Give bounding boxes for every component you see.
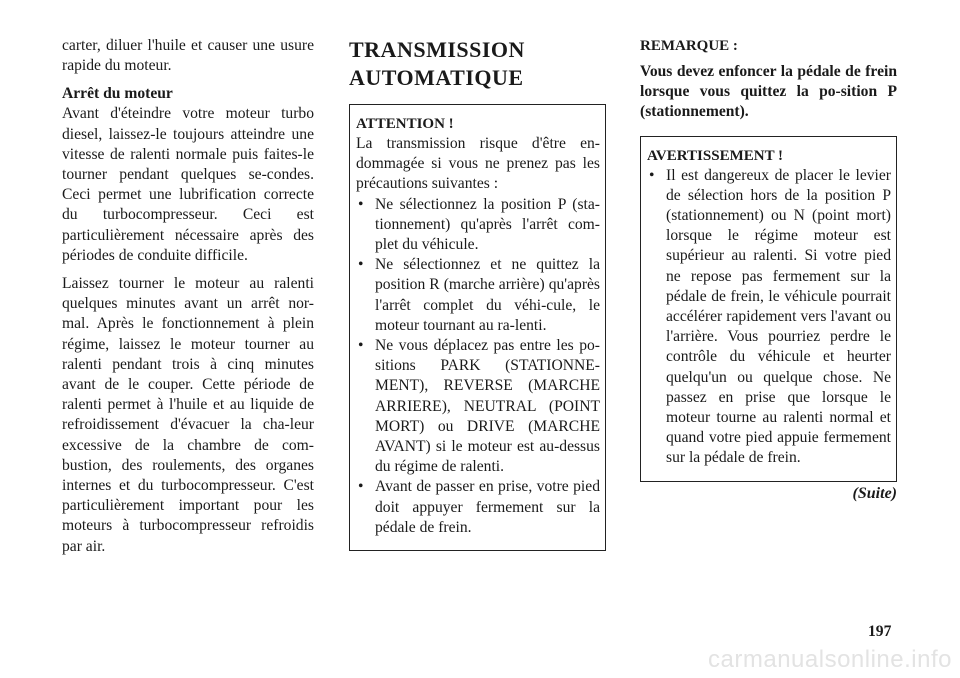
bullet-text: Ne vous déplacez pas entre les po-sitions PARK (STATIONNE-MENT), REVERSE (MARCHE ARRIERE), NEUTRAL (POINT MORT) ou DRIVE (MARCHE AVANT) si le moteur est au-dessus du régime de ralenti. xyxy=(375,337,600,476)
list-item xyxy=(356,477,600,538)
bullet-icon: • xyxy=(358,256,364,274)
bullet-text: Avant de passer en prise, votre pied doit appuyer fermement sur la pédale de frein. xyxy=(375,478,600,536)
middle-column xyxy=(349,36,606,551)
list-item xyxy=(647,166,891,469)
title-line-1: TRANSMISSION xyxy=(349,37,525,62)
section-heading-arret-moteur: Arrêt du moteur xyxy=(62,85,173,103)
list-item xyxy=(356,255,600,336)
page-number: 197 xyxy=(868,623,892,640)
bullet-icon: • xyxy=(358,195,364,213)
bullet-icon: • xyxy=(358,478,364,496)
attention-box xyxy=(349,104,606,551)
paragraph-arret-2: Laissez tourner le moteur au ralenti quelques minutes avant un arrêt nor-mal. Après le fonctionnement à plein régime, laissez le moteur tourner au ralenti pendant trois à cinq minutes avant de le couper. Cette période de ralenti permet à l'huile et au liquide de refroidissement d'évacuer la cha-leur excessive de la chambre de com-bustion, des roulements, des organes internes et du turbocompresseur. C'est particulièrement important pour les moteurs à turbocompresseur refroidis par air. xyxy=(62,275,314,555)
list-item xyxy=(356,336,600,477)
intro-paragraph: carter, diluer l'huile et causer une usure rapide du moteur. xyxy=(62,37,314,75)
list-item xyxy=(356,195,600,256)
attention-bullet-list xyxy=(356,195,600,538)
section-title-transmission xyxy=(349,36,606,92)
bullet-text: Ne sélectionnez la position P (sta-tionnement) qu'après l'arrêt com-plet du véhicule. xyxy=(375,195,600,254)
attention-text: La transmission risque d'être en-dommagée si vous ne prenez pas les précautions suivantes : xyxy=(356,135,600,193)
bullet-icon: • xyxy=(649,166,655,184)
remarque-label: REMARQUE : xyxy=(640,38,738,54)
bullet-icon: • xyxy=(358,337,364,355)
warning-bullet-list xyxy=(647,166,891,469)
right-column xyxy=(640,36,897,504)
remarque-note: Vous devez enfoncer la pédale de frein lorsque vous quittez la po-sition P (stationnement). xyxy=(640,63,897,121)
paragraph-arret-1: Avant d'éteindre votre moteur turbo diesel, laissez-le toujours atteindre une vitesse de ralenti normale puis faites-le tourner pendant quelques se-condes. Ceci permet une lubrification correcte du turbocompresseur. Ceci est particulièrement nécessaire après des périodes de conduite difficile. xyxy=(62,105,314,264)
bullet-text: Il est dangereux de placer le levier de sélection hors de la position P (stationnement) ou N (point mort) lorsque le régime moteur est supérieur au ralenti. Si votre pied ne repose pas fermement sur la pédale de frein, le véhicule pourrait accélérer rapidement vers l'avant ou l'arrière. Vous pourriez perdre le contrôle du véhicule et heurter quelqu'un ou quelque chose. Ne passez en prise que lorsque le moteur tourne au ralenti normal et quand votre pied appuie fermement sur la pédale de frein. xyxy=(666,166,891,467)
warning-box xyxy=(640,136,897,482)
bullet-text: Ne sélectionnez et ne quittez la position R (marche arrière) qu'après l'arrêt complet du véhi-cule, le moteur tournant au ra-lenti. xyxy=(375,256,600,334)
title-line-2: AUTOMATIQUE xyxy=(349,65,524,90)
warning-label: AVERTISSEMENT ! xyxy=(647,147,784,164)
attention-label: ATTENTION ! xyxy=(356,116,454,132)
continued-label: (Suite) xyxy=(852,484,897,502)
watermark: carmanualsonline.info xyxy=(708,646,952,673)
left-column xyxy=(62,36,314,557)
